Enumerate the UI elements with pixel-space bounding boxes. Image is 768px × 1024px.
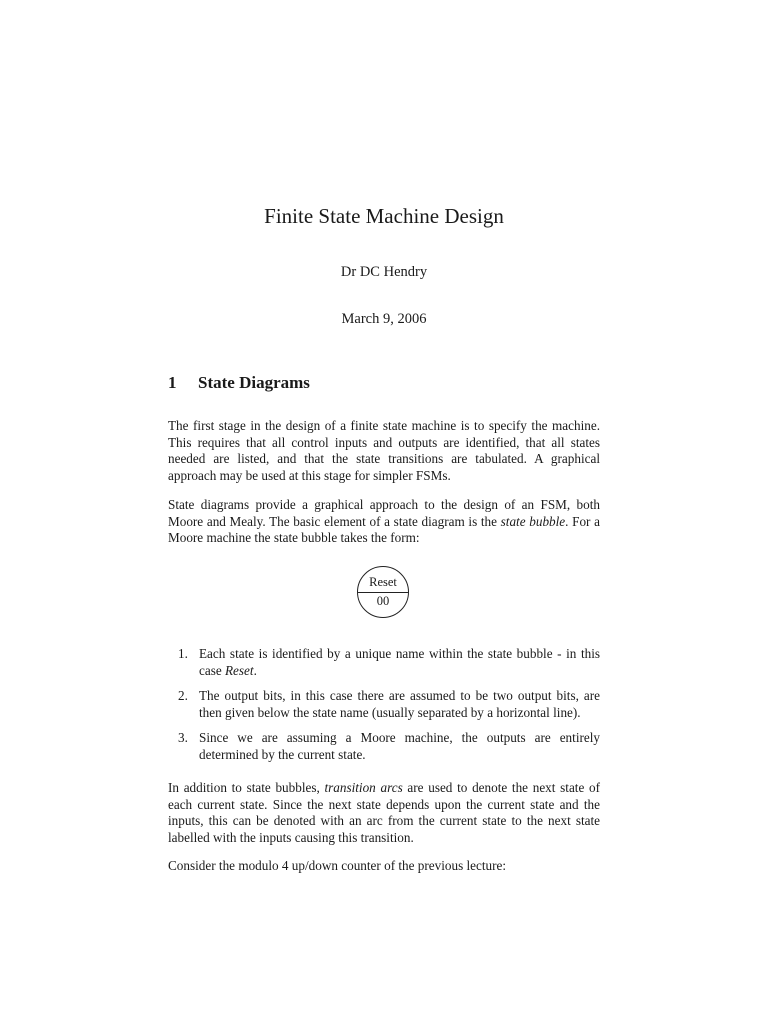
list-item (178, 688, 600, 721)
list-text: . (253, 662, 257, 678)
enumerated-list (178, 646, 600, 772)
paragraph-counter: Consider the modulo 4 up/down counter of the previous lecture: (168, 858, 507, 873)
list-item (178, 646, 600, 679)
list-item (178, 730, 600, 763)
state-output: 00 (376, 594, 390, 608)
section-heading (168, 373, 310, 393)
paragraph-text: are used to denote the next state of each current state. Since the next state depends upon the current state and the inputs, this can be denoted with an arc from the current state to the next state labelled with the inputs causing this transition. (168, 780, 600, 845)
state-name: Reset (369, 575, 397, 589)
date: March 9, 2006 (341, 311, 427, 327)
list-number: 2. (178, 688, 188, 703)
list-number: 1. (178, 646, 188, 661)
list-text: The output bits, in this case there are assumed to be two output bits, are then given below the state name (usually separated by a horizontal line). (199, 688, 600, 720)
paragraph-text: In addition to state bubbles, (168, 780, 325, 795)
paragraph-text: . For a Moore machine the state bubble takes the form: (168, 513, 600, 545)
list-number: 3. (178, 730, 188, 745)
state-bubble-diagram (357, 566, 409, 618)
paragraph-state-diagrams (168, 497, 600, 547)
bubble-divider (358, 592, 408, 593)
author: Dr DC Hendry (340, 264, 428, 280)
paper-title: Finite State Machine Design (264, 204, 504, 228)
section-number: 1 (168, 373, 177, 392)
emphasis-transition-arcs: transition arcs (324, 780, 403, 795)
list-emphasis: Reset (225, 662, 254, 678)
paragraph-text: State diagrams provide a graphical approach to the design of an FSM, both Moore and Mealy. The basic element of a state diagram is the (168, 497, 600, 529)
list-text: Since we are assuming a Moore machine, the outputs are entirely determined by the current state. (199, 730, 600, 762)
section-title: State Diagrams (198, 373, 310, 392)
paragraph-transition-arcs (168, 780, 600, 846)
emphasis-state-bubble: state bubble (500, 513, 566, 529)
paragraph-intro: The first stage in the design of a finite state machine is to specify the machine. This requires that all control inputs and outputs are identified, that all states needed are listed, and that the state transitions are tabulated. A graphical approach may be used at this stage for simpler FSMs. (168, 418, 600, 483)
list-text: Each state is identified by a unique name within the state bubble - in this case (199, 646, 600, 678)
